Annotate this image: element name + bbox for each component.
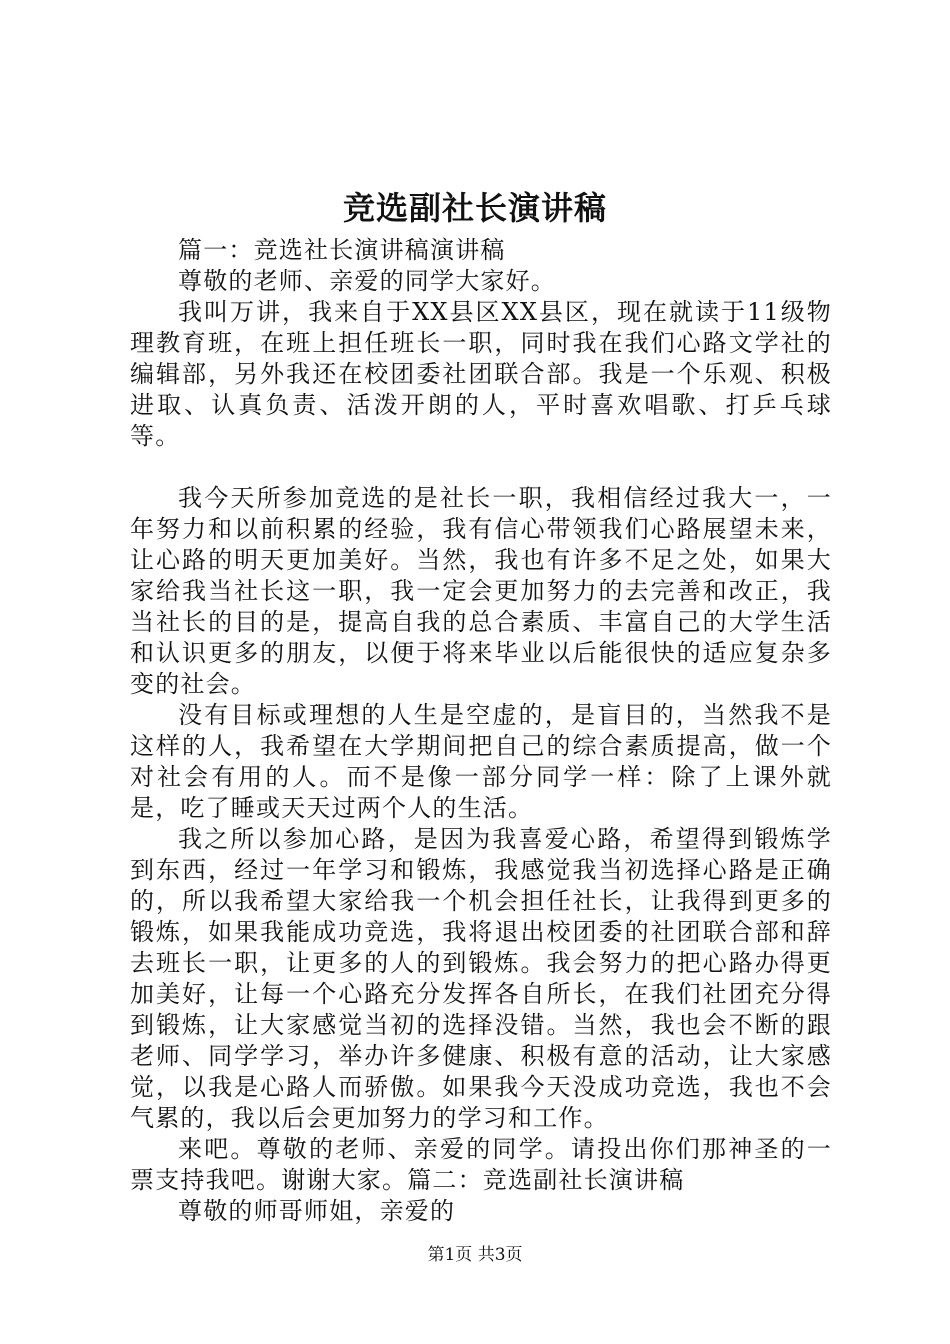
- paragraph: 我今天所参加竞选的是社长一职，我相信经过我大一，一年努力和以前积累的经验，我有信心带领我们心路展望未来，让心路的明天更加美好。当然，我也有许多不足之处，如果大家给我当社长这一职，我一定会更加努力的去完善和改正，我当社长的目的是，提高自我的总合素质、丰富自己的大学生活和认识更多的朋友，以便于将来毕业以后能很快的适应复杂多变的社会。: [130, 484, 832, 698]
- paragraph: 我之所以参加心路，是因为我喜爱心路，希望得到锻炼学到东西，经过一年学习和锻炼，我感觉我当初选择心路是正确的，所以我希望大家给我一个机会担任社长，让我得到更多的锻炼，如果我能成功竞选，我将退出校团委的社团联合部和辞去班长一职，让更多的人的到锻炼。我会努力的把心路办得更加美好，让每一个心路充分发挥各自所长，在我们社团充分得到锻炼，让大家感觉当初的选择没错。当然，我也会不断的跟老师、同学学习，举办许多健康、积极有意的活动，让大家感觉，以我是心路人而骄傲。如果我今天没成功竞选，我也不会气累的，我以后会更加努力的学习和工作。: [130, 825, 832, 1132]
- paragraph: 来吧。尊敬的老师、亲爱的同学。请投出你们那神圣的一票支持我吧。谢谢大家。篇二：竞选副社长演讲稿: [130, 1135, 832, 1194]
- paragraph: 篇一：竞选社长演讲稿演讲稿: [178, 236, 506, 264]
- document-title: 竞选副社长演讲稿: [342, 189, 607, 227]
- paragraph: 尊敬的老师、亲爱的同学大家好。: [178, 267, 556, 295]
- paragraph: 没有目标或理想的人生是空虚的，是盲目的，当然我不是这样的人，我希望在大学期间把自己的综合素质提高，做一个对社会有用的人。而不是像一部分同学一样：除了上课外就是，吃了睡或天天过两个人的生活。: [130, 701, 832, 822]
- page-number-footer: 第1页 共3页: [427, 1245, 523, 1265]
- document-body: [130, 235, 832, 1227]
- paragraph: 我叫万讲，我来自于XX县区XX县区，现在就读于11级物理教育班，在班上担任班长一职，同时我在我们心路文学社的编辑部，另外我还在校团委社团联合部。我是一个乐观、积极进取、认真负责、活泼开朗的人，平时喜欢唱歌、打乒乓球等。: [130, 298, 832, 450]
- paragraph: 尊敬的师哥师姐，亲爱的: [178, 1197, 456, 1225]
